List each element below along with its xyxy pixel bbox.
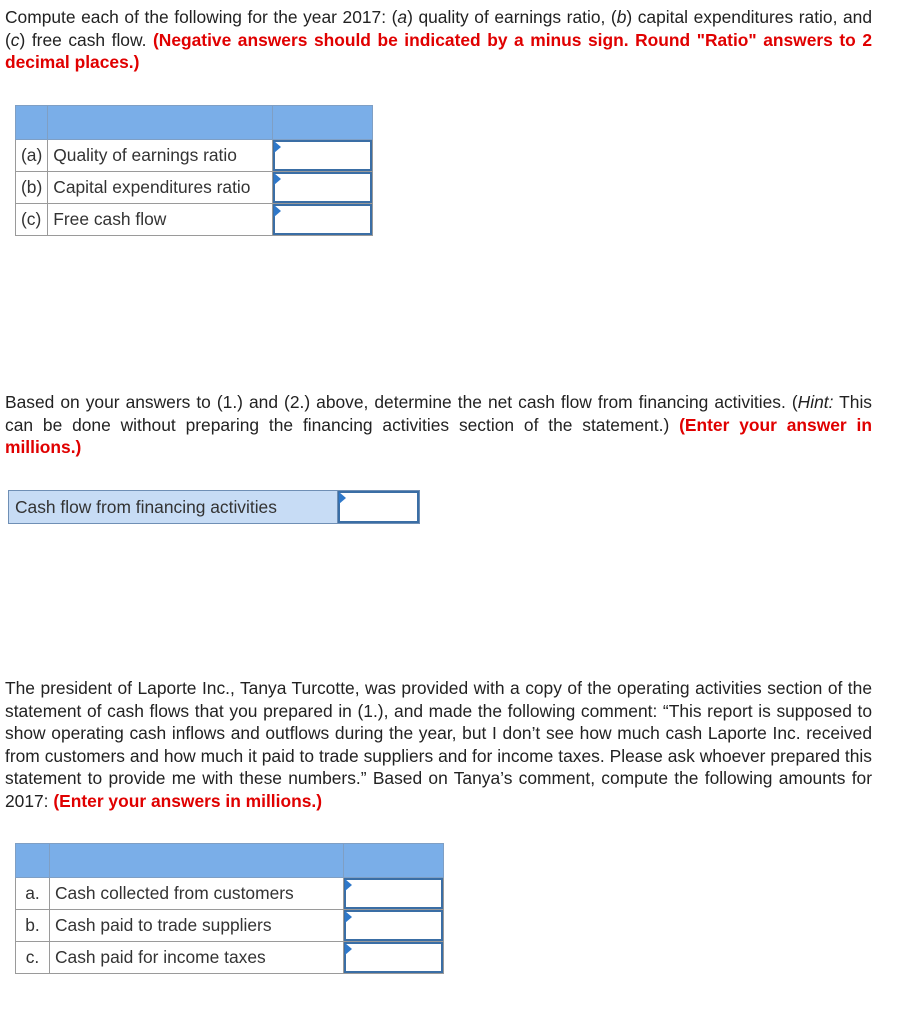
entry-marker-icon (274, 205, 281, 217)
header-cell (50, 844, 344, 878)
entry-marker-icon (274, 173, 281, 185)
entry-marker-icon (274, 141, 281, 153)
q2-text: Based on your answers to (1.) and (2.) above, determine the net cash flow from financing activities. (5, 392, 786, 412)
cash-collected-cell (344, 878, 444, 910)
header-cell (48, 106, 273, 140)
row-letter: (b) (16, 172, 48, 204)
table-row (16, 140, 373, 172)
q2-hint-label: Hint: (797, 392, 834, 412)
header-cell (16, 106, 48, 140)
financing-activities-row (8, 490, 420, 524)
free-cash-flow-input[interactable] (273, 204, 372, 235)
q1-intro-3: ) capital expenditures ratio, and ( (5, 7, 872, 50)
question-2-prompt: Based on your answers to (1.) and (2.) above, determine the net cash flow from financing activities. (Hint: This can be done without preparing the financing activities section of the statement.) (Enter your answer in millions.) (5, 392, 873, 458)
cash-paid-suppliers-cell (344, 910, 444, 942)
row-label: Capital expenditures ratio (48, 172, 273, 204)
row-label: Cash paid to trade suppliers (50, 910, 344, 942)
cash-paid-taxes-cell (344, 942, 444, 974)
row-label: Free cash flow (48, 204, 273, 236)
header-cell (16, 844, 50, 878)
row-label: Cash collected from customers (50, 878, 344, 910)
row-letter: b. (16, 910, 50, 942)
quality-of-earnings-cell (273, 140, 373, 172)
quality-of-earnings-input[interactable] (273, 140, 372, 171)
table-row (16, 942, 444, 974)
table-header-row (16, 844, 444, 878)
q3-instruction: (Enter your answers in millions.) (53, 790, 323, 811)
row-label: Cash paid for income taxes (50, 942, 344, 974)
entry-marker-icon (345, 943, 352, 955)
q1-intro-1: Compute each of the following for the year 2017: ( (5, 7, 398, 27)
header-cell (344, 844, 444, 878)
q2-instruction: (Enter your answer in millions.) (5, 414, 873, 458)
free-cash-flow-cell (273, 204, 373, 236)
entry-marker-icon (339, 492, 346, 504)
cash-amounts-table (15, 843, 444, 974)
entry-marker-icon (345, 879, 352, 891)
question-1-prompt (5, 6, 872, 74)
q1-intro-b: b (616, 7, 627, 27)
table-row (16, 204, 373, 236)
row-letter: (c) (16, 204, 48, 236)
q3-text: The president of Laporte Inc., Tanya Turcotte, was provided with a copy of the operating activities section of the statement of cash flows that you prepared in (1.), and made the following comment: “This report is supposed to show operating cash inflows and outflows during the year, but I don’t see how much cash Laporte Inc. received from customers and how much it paid to trade suppliers and for income taxes. Please ask whoever prepared this statement to provide me with these numbers.” Based on Tanya’s comment, compute the following amounts for 2017: (5, 678, 872, 811)
question-3-prompt (5, 677, 872, 813)
q2-hint-text: This can be done without preparing the financing activities section of the statement.) (5, 392, 873, 435)
q1-intro-2: ) quality of earnings ratio, ( (407, 7, 617, 27)
cash-paid-taxes-input[interactable] (344, 942, 443, 973)
cash-collected-input[interactable] (344, 878, 443, 909)
q1-instruction: (Negative answers should be indicated by a minus sign. Round "Ratio" answers to 2 decimal places.) (5, 29, 872, 73)
ratios-table (15, 105, 373, 236)
table-row (16, 910, 444, 942)
q1-intro-4: ) free cash flow. (19, 29, 153, 50)
table-header-row (16, 106, 373, 140)
financing-activities-cell (338, 491, 419, 523)
row-letter: c. (16, 942, 50, 974)
row-label: Quality of earnings ratio (48, 140, 273, 172)
entry-marker-icon (345, 911, 352, 923)
row-letter: a. (16, 878, 50, 910)
row-letter: (a) (16, 140, 48, 172)
table-row (16, 172, 373, 204)
q1-intro-c: c (10, 29, 20, 50)
financing-activities-label: Cash flow from financing activities (9, 491, 338, 523)
header-cell (273, 106, 373, 140)
capex-ratio-input[interactable] (273, 172, 372, 203)
q1-intro-a: a (397, 7, 408, 27)
capex-ratio-cell (273, 172, 373, 204)
financing-activities-input[interactable] (338, 491, 419, 523)
cash-paid-suppliers-input[interactable] (344, 910, 443, 941)
table-row (16, 878, 444, 910)
